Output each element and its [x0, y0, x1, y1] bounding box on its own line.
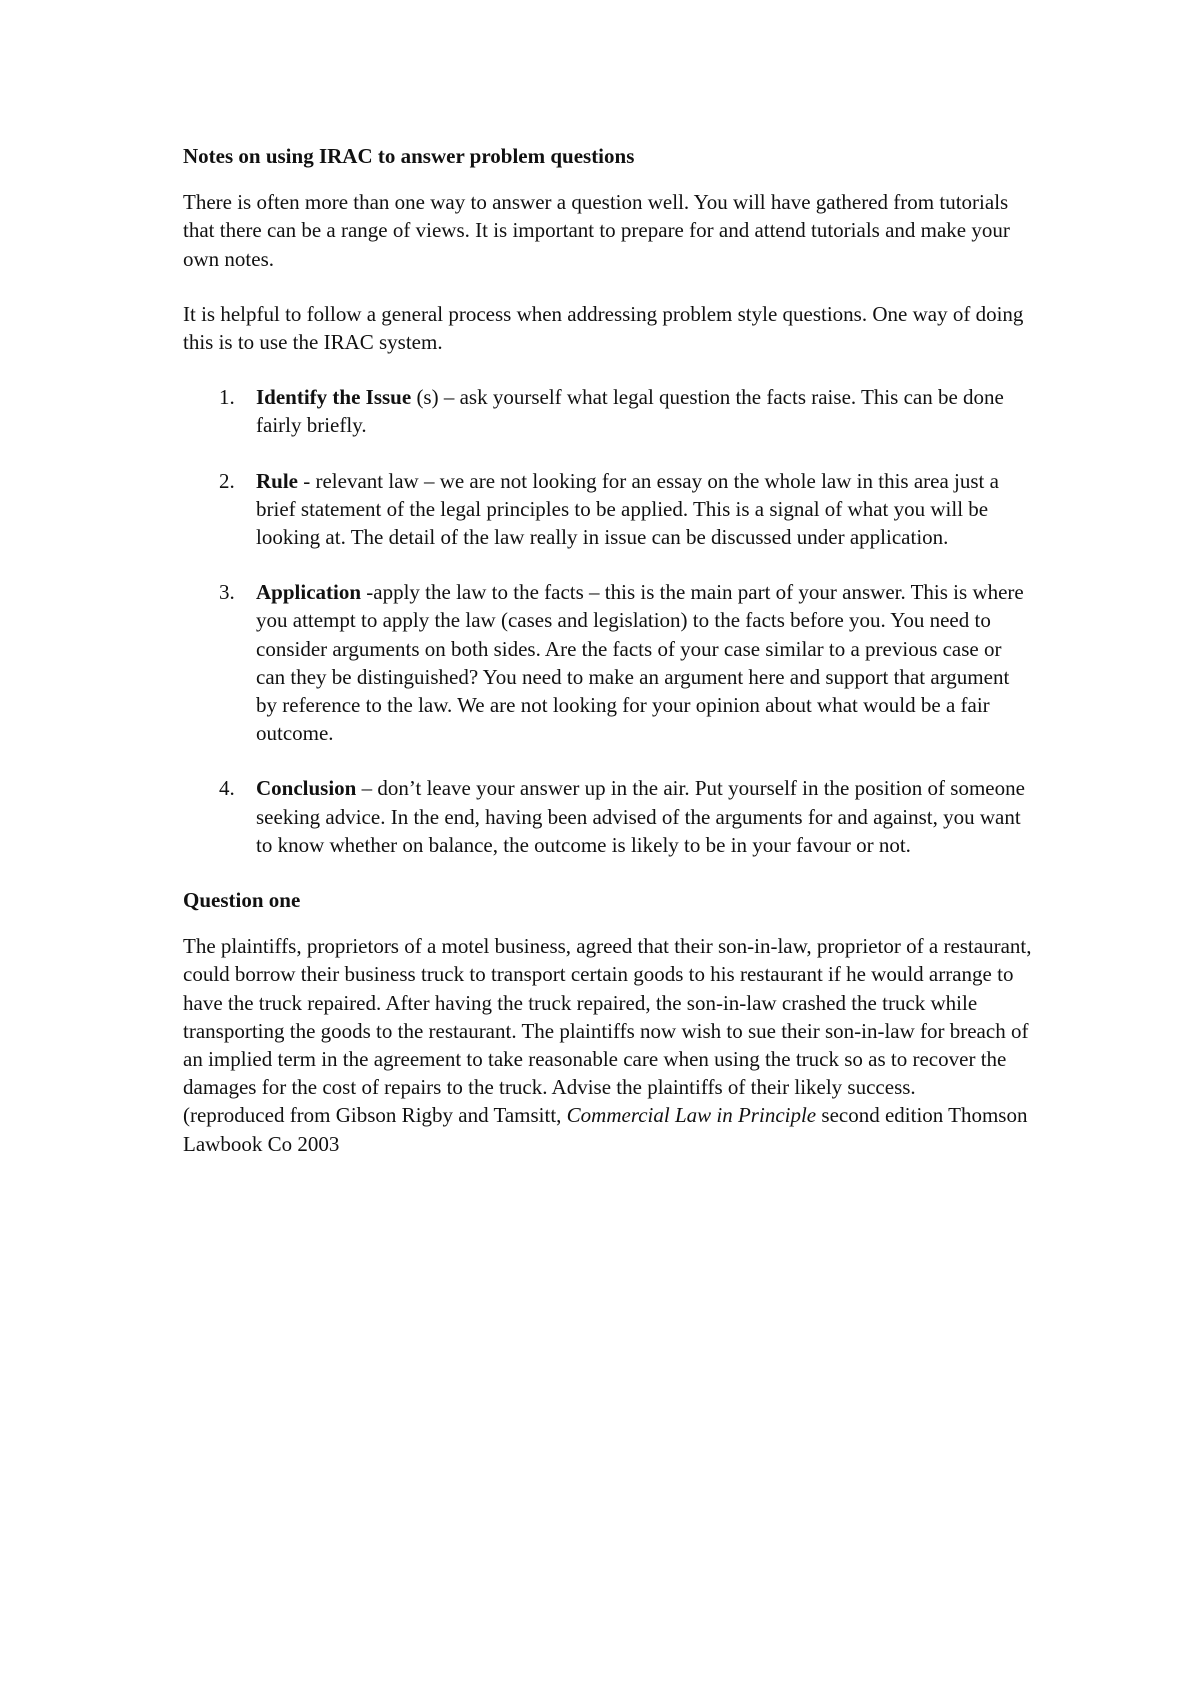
citation-book-title: Commercial Law in Principle: [566, 1103, 817, 1128]
irac-steps-list: [183, 383, 1033, 859]
citation: [183, 1101, 1033, 1157]
intro-paragraph-2: It is helpful to follow a general process when addressing problem style questions. One way of doing this is to use the IRAC system.: [183, 301, 1024, 355]
irac-step-application: [183, 578, 1033, 747]
step-text: (s) – ask yourself what legal question the facts raise. This can be done fairly briefly.: [256, 385, 1004, 438]
irac-step-rule: [183, 467, 1033, 552]
step-number: 1.: [219, 385, 235, 410]
step-text: - relevant law – we are not looking for an essay on the whole law in this area just a brief statement of the legal principles to be applied. This is a signal of what you will be looking at. The detail of the law really in issue can be discussed under application.: [256, 468, 999, 550]
step-number: 2.: [219, 468, 235, 493]
step-term: Identify the Issue: [256, 385, 412, 410]
intro-paragraph-1: There is often more than one way to answer a question well. You will have gathered from tutorials that there can be a range of views. It is important to prepare for and attend tutorials and make your own notes.: [183, 190, 1010, 271]
step-term: Rule: [256, 468, 298, 493]
document-page: [183, 142, 1033, 1158]
irac-step-conclusion: [183, 774, 1033, 859]
citation-suffix: second edition Thomson Lawbook Co 2003: [183, 1103, 1028, 1156]
step-term: Application: [256, 580, 362, 605]
step-term: Conclusion: [256, 776, 357, 801]
step-number: 4.: [219, 776, 235, 801]
question-text: The plaintiffs, proprietors of a motel business, agreed that their son-in-law, proprietor of a restaurant, could borrow their business truck to transport certain goods to his restaurant if he would arrange to have the truck repaired. After having the truck repaired, the son-in-law crashed the truck while transporting the goods to the restaurant. The plaintiffs now wish to sue their son-in-law for breach of an implied term in the agreement to take reasonable care when using the truck so as to recover the damages for the cost of repairs to the truck. Advise the plaintiffs of their likely success.: [183, 934, 1032, 1100]
irac-step-issue: [183, 383, 1033, 439]
step-text: – don’t leave your answer up in the air. Put yourself in the position of someone seeking advice. In the end, having been advised of the arguments for and against, you want to know whether on balance, the outcome is likely to be in your favour or not.: [256, 776, 1025, 857]
question-heading: Question one: [183, 888, 301, 913]
step-text: -apply the law to the facts – this is the main part of your answer. This is where you attempt to apply the law (cases and legislation) to the facts before you. You need to consider arguments on both sides. Are the facts of your case similar to a previous case or can they be distinguished? You need to make an argument here and support that argument by reference to the law. We are not looking for your opinion about what would be a fair outcome.: [256, 580, 1024, 746]
step-number: 3.: [219, 580, 235, 605]
citation-prefix: (reproduced from Gibson Rigby and Tamsitt,: [183, 1103, 567, 1128]
page-title: Notes on using IRAC to answer problem questions: [183, 144, 635, 168]
